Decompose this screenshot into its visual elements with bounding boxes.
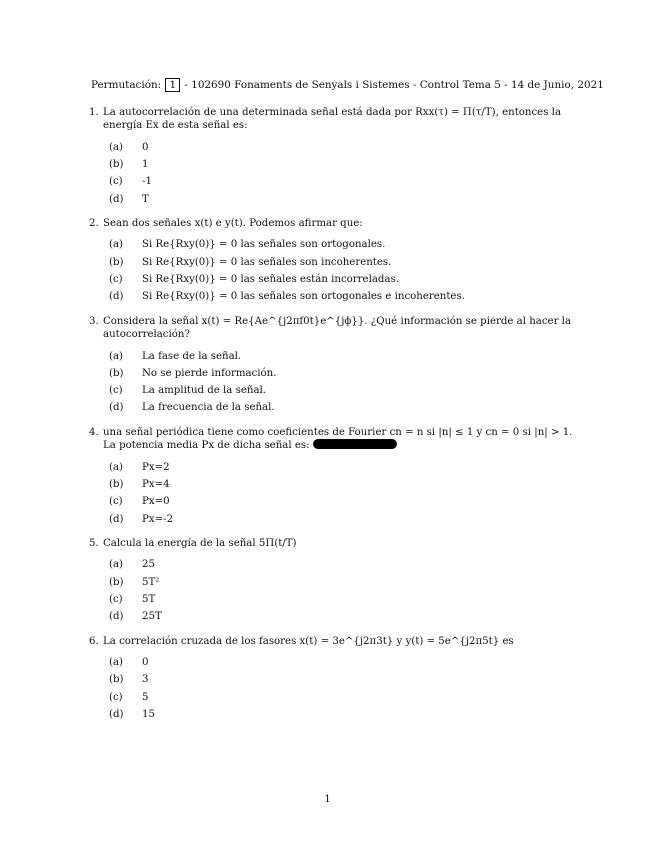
option-list xyxy=(89,237,584,306)
option-letter: (b) xyxy=(109,576,124,588)
option-letter: (b) xyxy=(109,256,124,268)
option-letter: (d) xyxy=(109,513,124,525)
question-number: 3. xyxy=(89,315,99,327)
option-letter: (a) xyxy=(109,141,124,153)
question-number: 5. xyxy=(89,537,99,549)
option-letter: (c) xyxy=(109,496,123,508)
option-list xyxy=(89,459,584,528)
permutation-label: Permutación: xyxy=(91,79,162,91)
option-d[interactable] xyxy=(89,191,584,208)
option-b[interactable] xyxy=(89,254,584,271)
option-a[interactable] xyxy=(89,556,584,573)
option-letter: (d) xyxy=(109,402,124,414)
option-text: No se pierde información. xyxy=(142,367,277,379)
option-letter: (b) xyxy=(109,478,124,490)
option-text: T xyxy=(142,193,149,205)
question-2 xyxy=(89,217,584,306)
option-letter: (a) xyxy=(109,656,124,668)
option-c[interactable] xyxy=(89,689,584,706)
option-letter: (c) xyxy=(109,176,123,188)
permutation-box: 1 xyxy=(165,78,180,92)
option-letter: (c) xyxy=(109,385,123,397)
option-letter: (d) xyxy=(109,611,124,623)
option-c[interactable] xyxy=(89,493,584,510)
question-text xyxy=(103,426,584,453)
question-text: La autocorrelación de una determinada señal está dada por Rxx(τ) = Π(τ/T), entonces la energía Ex de esta señal es: xyxy=(103,107,562,132)
option-text: 0 xyxy=(142,656,149,668)
option-letter: (d) xyxy=(109,708,124,720)
question-list xyxy=(89,106,584,732)
option-letter: (a) xyxy=(109,239,124,251)
option-text: 5 xyxy=(142,691,149,703)
option-letter: (c) xyxy=(109,593,123,605)
option-text: 25 xyxy=(142,559,155,571)
option-letter: (b) xyxy=(109,159,124,171)
option-letter: (c) xyxy=(109,691,123,703)
question-number: 2. xyxy=(89,218,99,230)
option-text: La frecuencia de la señal. xyxy=(142,402,275,414)
question-3 xyxy=(89,315,584,417)
question-text: Sean dos señales x(t) e y(t). Podemos afirmar que: xyxy=(103,218,363,230)
question-text: Considera la señal x(t) = Re{Ae^{j2πf0t}e^{jϕ}}. ¿Qué información se pierde al hacer la autocorrelación? xyxy=(103,315,572,341)
question-number: 1. xyxy=(89,107,99,118)
option-c[interactable] xyxy=(89,174,584,191)
option-list xyxy=(89,556,584,625)
option-text: Px=4 xyxy=(142,478,170,490)
option-text: 1 xyxy=(142,159,149,171)
redaction-bar xyxy=(313,439,397,449)
option-text: Px=0 xyxy=(142,496,170,508)
option-c[interactable] xyxy=(89,382,584,399)
option-text: Si Re{Rxy(0)} = 0 las señales son ortogonales e incoherentes. xyxy=(142,291,465,303)
question-number: 4. xyxy=(89,426,99,438)
option-letter: (b) xyxy=(109,674,124,686)
option-letter: (a) xyxy=(109,559,124,571)
option-list xyxy=(89,139,584,208)
question-number: 6. xyxy=(89,635,99,647)
option-letter: (a) xyxy=(109,461,124,473)
option-a[interactable] xyxy=(89,654,584,671)
option-text: 5T² xyxy=(142,576,160,588)
option-letter: (a) xyxy=(109,350,124,362)
option-d[interactable] xyxy=(89,400,584,417)
exam-title: - 102690 Fonaments de Senyals i Sistemes - Control Tema 5 - 14 de Junio, 2021 xyxy=(184,79,604,91)
option-d[interactable] xyxy=(89,706,584,723)
option-d[interactable] xyxy=(89,288,584,305)
question-6 xyxy=(89,635,584,724)
question-text-body: una señal periódica tiene como coeficientes de Fourier cn = n si |n| ≤ 1 y cn = 0 si |n| > 1. La potencia media Px de dicha señal es: xyxy=(103,426,573,452)
option-text: Si Re{Rxy(0)} = 0 las señales son incoherentes. xyxy=(142,256,392,268)
option-text: -1 xyxy=(142,176,152,188)
page-number: 1 xyxy=(324,794,331,805)
option-b[interactable] xyxy=(89,574,584,591)
option-text: La amplitud de la señal. xyxy=(142,385,267,397)
option-text: La fase de la señal. xyxy=(142,350,242,362)
option-list xyxy=(89,348,584,417)
question-4 xyxy=(89,426,584,528)
option-text: 3 xyxy=(142,674,149,686)
option-b[interactable] xyxy=(89,365,584,382)
option-c[interactable] xyxy=(89,271,584,288)
option-letter: (b) xyxy=(109,367,124,379)
question-text: La correlación cruzada de los fasores x(t) = 3e^{j2π3t} y y(t) = 5e^{j2π5t} es xyxy=(103,635,514,647)
option-text: Px=2 xyxy=(142,461,170,473)
question-5 xyxy=(89,537,584,626)
option-text: Si Re{Rxy(0)} = 0 las señales son ortogonales. xyxy=(142,239,386,251)
exam-header xyxy=(91,78,604,93)
option-a[interactable] xyxy=(89,237,584,254)
option-d[interactable] xyxy=(89,608,584,625)
option-b[interactable] xyxy=(89,671,584,688)
option-text: 5T xyxy=(142,593,156,605)
option-d[interactable] xyxy=(89,511,584,528)
option-text: 25T xyxy=(142,611,162,623)
option-list xyxy=(89,654,584,723)
option-text: 0 xyxy=(142,141,149,153)
option-text: Si Re{Rxy(0)} = 0 las señales están incorreladas. xyxy=(142,274,399,286)
option-c[interactable] xyxy=(89,591,584,608)
option-letter: (c) xyxy=(109,274,123,286)
option-letter: (d) xyxy=(109,193,124,205)
question-text: Calcula la energía de la señal 5Π(t/T) xyxy=(103,537,297,549)
option-letter: (d) xyxy=(109,291,124,303)
question-1 xyxy=(89,106,584,208)
option-text: 15 xyxy=(142,708,155,720)
option-a[interactable] xyxy=(89,459,584,476)
option-a[interactable] xyxy=(89,139,584,156)
option-a[interactable] xyxy=(89,348,584,365)
option-text: Px=-2 xyxy=(142,513,174,525)
option-b[interactable] xyxy=(89,476,584,493)
option-b[interactable] xyxy=(89,156,584,173)
